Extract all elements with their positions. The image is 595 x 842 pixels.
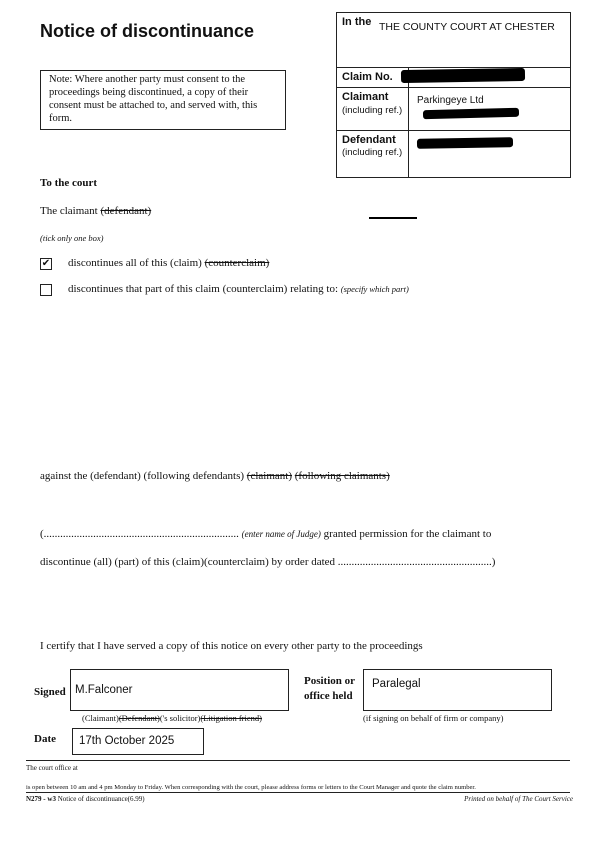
position-label-line2: office held	[304, 690, 353, 702]
claim-no-redaction	[401, 68, 525, 83]
option-all-label: discontinues all of this (claim)	[68, 257, 202, 269]
option-part-label: discontinues that part of this claim (counterclaim) relating to:	[68, 283, 339, 295]
tick-only-hint: (tick only one box)	[40, 233, 104, 243]
option-part-checkbox[interactable]	[40, 284, 52, 296]
defendant-struck: (defendant)	[100, 205, 152, 217]
certify-statement: I certify that I have served a copy of this notice on every other party to the proceedings	[40, 640, 423, 652]
signature-value: M.Falconer	[75, 684, 133, 696]
claimant-ref-label: (including ref.)	[342, 105, 403, 116]
court-office-text: The court office at	[26, 764, 78, 772]
judge-hint: (enter name of Judge)	[241, 529, 321, 539]
option-part-hint: (specify which part)	[340, 284, 409, 294]
date-label: Date	[34, 733, 56, 745]
option-all-text	[68, 257, 269, 269]
consent-note	[40, 70, 286, 130]
role-claimant: (Claimant)	[82, 713, 119, 723]
office-hours-text: is open between 10 am and 4 pm Monday to Friday. When corresponding with the court, please address forms or letters to the Court Manager and quote the claim number.	[26, 784, 476, 791]
defendant-ref-label: (including ref.)	[342, 147, 403, 158]
form-code: N279 - w3	[26, 795, 56, 803]
defendant-redaction	[417, 137, 513, 149]
against-text: against the (defendant) (following defendants)	[40, 470, 245, 482]
option-all-struck: (counterclaim)	[204, 257, 270, 269]
form-title: Notice of discontinuance	[40, 21, 255, 41]
position-label-line1: Position or	[304, 675, 356, 687]
role-litigation-friend-struck: (Litigation friend)	[200, 713, 262, 723]
signed-role-line	[82, 713, 262, 723]
option-part-text	[68, 283, 409, 295]
judge-dots: (.......................................................................	[40, 528, 239, 540]
position-field[interactable]	[363, 669, 552, 711]
form-code-line	[26, 795, 145, 803]
permission-line-1	[40, 528, 491, 540]
printed-on-behalf: Printed on behalf of The Court Service	[464, 795, 573, 803]
role-defendant-struck: (Defendant)	[118, 713, 160, 723]
form-name: Notice of discontinuance(6.99)	[57, 795, 145, 803]
consent-note-text: Note: Where another party must consent to the proceedings being discontinued, a copy of their consent must be attached to, and served with, this form.	[49, 74, 258, 124]
signature-field[interactable]	[70, 669, 289, 711]
position-hint: (if signing on behalf of firm or company)	[363, 713, 504, 723]
claimant-label: Claimant	[342, 91, 389, 103]
signed-label: Signed	[34, 686, 66, 698]
permission-line-2: discontinue (all) (part) of this (claim)(counterclaim) by order dated ........................................................)	[40, 556, 496, 568]
in-the-label: In the	[342, 16, 372, 28]
permission-granted: granted permission for the claimant to	[323, 528, 492, 540]
footer-bottom-rule	[26, 792, 570, 793]
against-line	[40, 470, 390, 482]
claim-no-label: Claim No.	[342, 71, 393, 83]
option-all-checkbox[interactable]: ✔	[41, 258, 51, 269]
role-solicitor: ('s solicitor)	[159, 713, 201, 723]
date-field[interactable]	[72, 728, 204, 755]
date-value: 17th October 2025	[79, 735, 175, 747]
claimant-word: The claimant	[40, 205, 98, 217]
footer-top-rule	[26, 760, 570, 761]
court-details-box	[336, 12, 571, 178]
against-struck-claimants: (following claimants)	[294, 470, 390, 482]
position-label	[304, 674, 355, 704]
claimant-line-mark	[369, 217, 417, 219]
claimant-ref-redaction	[423, 108, 519, 120]
position-value: Paralegal	[372, 678, 421, 690]
to-the-court-heading: To the court	[40, 177, 98, 189]
claimant-name: Parkingeye Ltd	[417, 95, 484, 106]
against-struck-claimant: (claimant)	[246, 470, 292, 482]
claimant-line	[40, 205, 151, 217]
defendant-label: Defendant	[342, 134, 396, 146]
court-name: THE COUNTY COURT AT CHESTER	[379, 21, 555, 33]
